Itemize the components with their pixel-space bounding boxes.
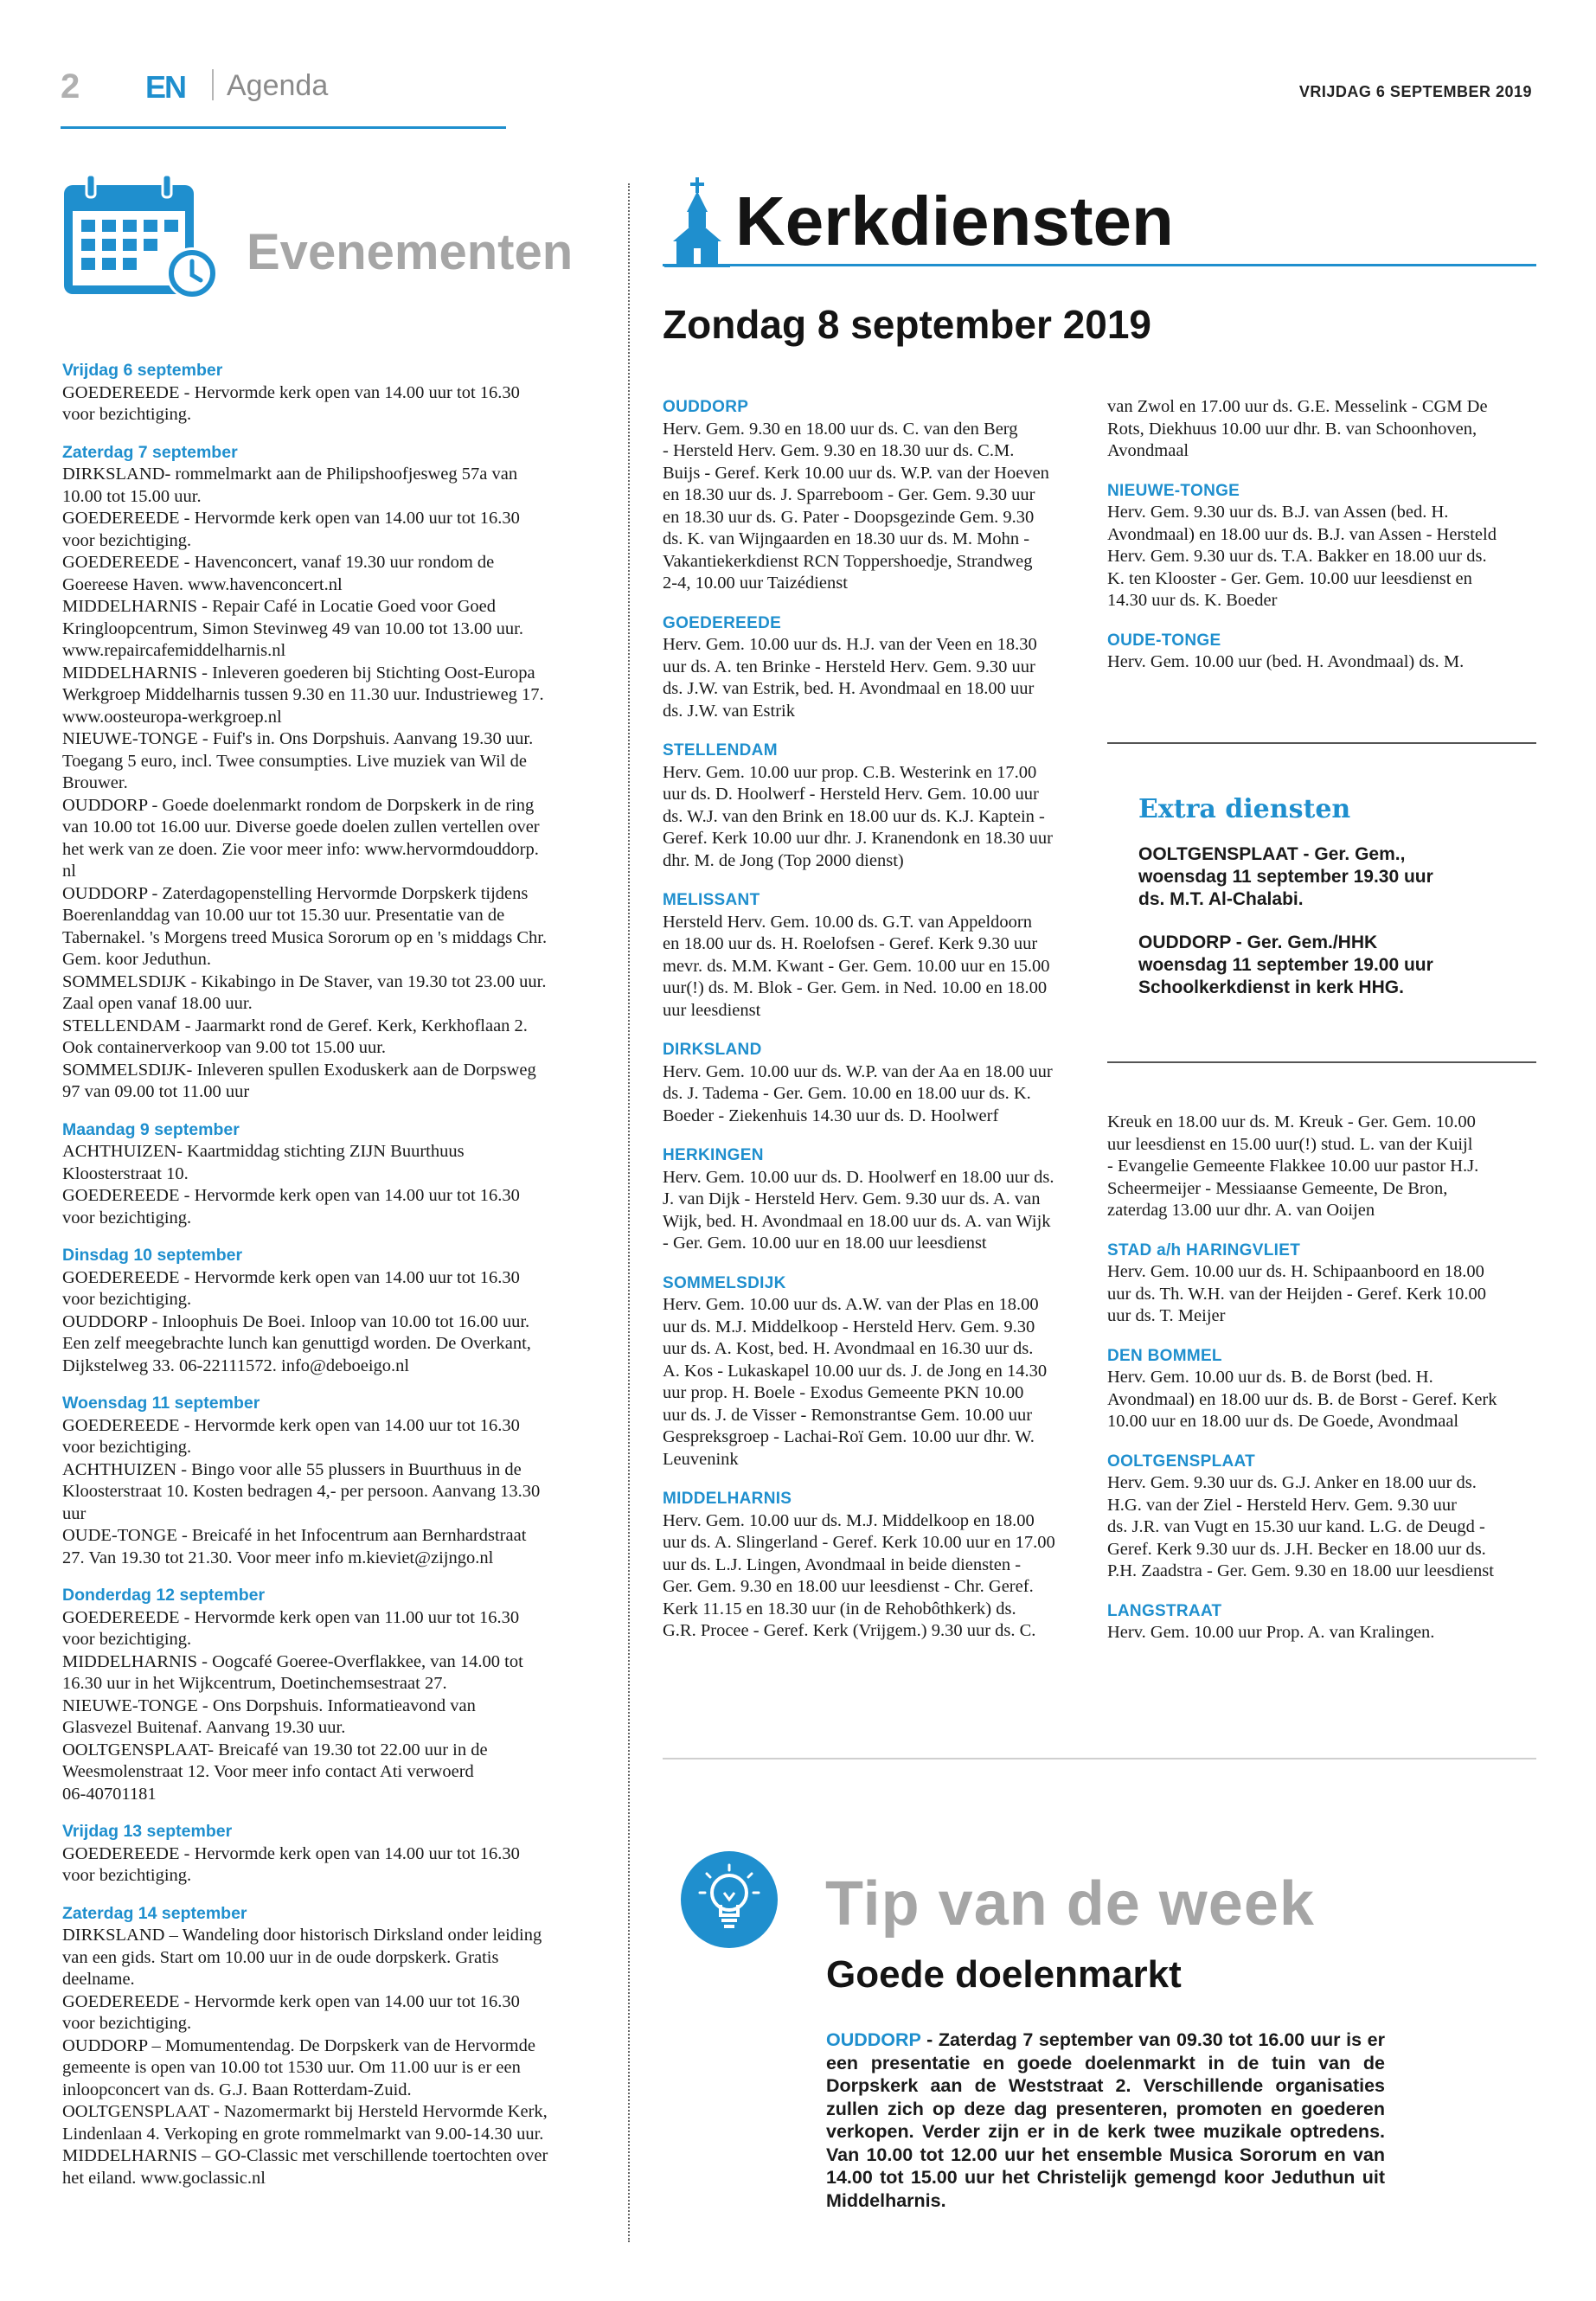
header-separator [212, 69, 214, 100]
extra-service-line: woensdag 11 september 19.30 uur [1138, 867, 1433, 887]
service-line: Herv. Gem. 10.00 uur ds. H.J. van der Veen en 18.30 [663, 635, 1037, 654]
event-line: OUDE-TONGE - Breicafé in het Infocentrum aan Bernhardstraat [62, 1526, 527, 1545]
event-line: MIDDELHARNIS - Repair Café in Locatie Goed voor Goed [62, 597, 496, 616]
service-line: K. ten Klooster - Ger. Gem. 10.00 uur leesdienst en [1107, 568, 1472, 588]
event-line: NIEUWE-TONGE - Ons Dorpshuis. Informatieavond van [62, 1695, 476, 1715]
event-day [62, 1821, 597, 1888]
extra-service [1138, 843, 1519, 911]
event-line: voor bezichtiging. [62, 1208, 192, 1227]
service-line: ds. J.W. van Estrik [663, 701, 795, 721]
event-line: voor bezichtiging. [62, 2014, 192, 2033]
service-line: Wijk, bed. H. Avondmaal en 18.00 uur ds. A. van Wijk [663, 1211, 1051, 1231]
event-line: uur [62, 1503, 87, 1523]
event-day [62, 1119, 597, 1230]
service-line: Kerk 11.15 en 18.30 uur (in de Rehobôthkerk) ds. [663, 1599, 1016, 1618]
service-line: Kreuk en 18.00 uur ds. M. Kreuk - Ger. Gem. 10.00 [1107, 1112, 1476, 1131]
event-line: gemeente is open van 10.00 tot 1530 uur. Om 11.00 uur is er een [62, 2058, 521, 2077]
service-line: H.G. van der Ziel - Hersteld Herv. Gem. 9.30 uur [1107, 1495, 1457, 1515]
event-line: GOEDEREEDE - Hervormde kerk open van 14.00 uur tot 16.30 [62, 1267, 520, 1287]
service-line: Rots, Diekhuus 10.00 uur dhr. B. van Schoonhoven, [1107, 419, 1477, 439]
service-line: Herv. Gem. 9.30 uur ds. B.J. van Assen (bed. H. [1107, 503, 1449, 522]
service-line: 14.30 uur ds. K. Boeder [1107, 591, 1278, 610]
tip-body [826, 2029, 1385, 2212]
service-line: Herv. Gem. 9.30 uur ds. G.J. Anker en 18.00 uur ds. [1107, 1473, 1477, 1492]
service-line: dhr. M. de Jong (Top 2000 dienst) [663, 850, 904, 870]
event-line: OUDDORP - Goede doelenmarkt rondom de Dorpskerk in de ring [62, 795, 535, 815]
event-line: OOLTGENSPLAAT- Breicafé van 19.30 tot 22.00 uur in de [62, 1740, 488, 1759]
event-line: 06-40701181 [62, 1784, 157, 1804]
event-line: www.oosteuropa-werkgroep.nl [62, 707, 282, 727]
service-block [663, 1272, 1086, 1471]
event-line: nl [62, 862, 76, 881]
service-line: uur ds. J. de Visser - Remonstrantse Gem. 10.00 uur [663, 1405, 1033, 1425]
service-line: en 18.30 uur ds. G. Pater - Doopsgezinde Gem. 9.30 [663, 507, 1035, 527]
service-line: - Ger. Gem. 10.00 uur en 18.00 uur leesdienst [663, 1234, 987, 1253]
event-line: Tabernakel. 's Morgens treed Musica Sororum op en 's middags Chr. [62, 927, 548, 947]
service-block [1107, 1345, 1531, 1433]
event-line: Kloosterstraat 10. Kosten bedragen 4,- per persoon. Aanvang 13.30 [62, 1482, 541, 1501]
service-line: uur ds. D. Hoolwerf - Hersteld Herv. Gem. 10.00 uur [663, 785, 1039, 804]
service-line: 2-4, 10.00 uur Taizédienst [663, 574, 848, 593]
event-line: Werkgroep Middelharnis tussen 9.30 en 11.30 uur. Industrieweg 17. [62, 685, 544, 704]
service-line: Gespreksgroep - Lachai-Roï Gem. 10.00 uur dhr. W. [663, 1427, 1035, 1446]
kerkdiensten-rule [663, 264, 1536, 266]
event-line: 27. Van 19.30 tot 21.30. Voor meer info m.kieviet@zijngo.nl [62, 1548, 494, 1567]
service-line: zaterdag 13.00 uur dhr. A. van Ooijen [1107, 1201, 1375, 1220]
event-line: OOLTGENSPLAAT - Nazomermarkt bij Hersteld Hervormde Kerk, [62, 2102, 548, 2121]
service-line: Boeder - Ziekenhuis 14.30 uur ds. D. Hoolwerf [663, 1106, 999, 1125]
service-line: J. van Dijk - Hersteld Herv. Gem. 9.30 uur ds. A. van [663, 1189, 1041, 1208]
service-line: uur leesdienst [663, 1000, 761, 1020]
event-day [62, 1245, 597, 1377]
extra-service [1138, 932, 1519, 999]
event-line: deelname. [62, 1970, 135, 1989]
event-day-date: Dinsdag 10 september [62, 1246, 243, 1265]
event-line: Goereese Haven. www.havenconcert.nl [62, 574, 343, 594]
service-block [663, 1039, 1086, 1127]
event-day [62, 1903, 597, 2190]
service-line: ds. K. van Wijngaarden en 18.30 uur ds. M. Mohn - [663, 529, 1030, 548]
event-line: SOMMELSDIJK- Inleveren spullen Exoduskerk aan de Dorpsweg [62, 1060, 536, 1080]
rule-extra-bottom [1107, 1061, 1536, 1063]
calendar-icon [61, 173, 221, 307]
service-place: NIEUWE-TONGE [1107, 481, 1240, 500]
event-line: www.repaircafemiddelharnis.nl [62, 641, 286, 660]
service-place: STAD a/h HARINGVLIET [1107, 1240, 1301, 1259]
event-line: het werk van ze doen. Zie voor meer info: www.hervormdouddorp. [62, 839, 539, 859]
event-line: voor bezichtiging. [62, 405, 192, 424]
kerkdiensten-title: Kerkdiensten [735, 183, 1174, 260]
newspaper-logo: EN [145, 69, 186, 105]
service-line: Herv. Gem. 10.00 uur ds. M.J. Middelkoop en 18.00 [663, 1510, 1035, 1530]
event-line: OUDDORP - Zaterdagopenstelling Hervormde Dorpskerk tijdens [62, 883, 529, 903]
service-line: Herv. Gem. 10.00 uur (bed. H. Avondmaal) ds. M. [1107, 652, 1465, 671]
service-line: Herv. Gem. 10.00 uur ds. A.W. van der Plas en 18.00 [663, 1295, 1039, 1314]
service-line: Vakantiekerkdienst RCN Toppershoedje, Strandweg [663, 551, 1033, 571]
event-line: inloopconcert van ds. G.J. Baan Rotterdam-Zuid. [62, 2080, 412, 2099]
service-block [1107, 1240, 1531, 1328]
extra-service-line: ds. M.T. Al-Chalabi. [1138, 889, 1304, 909]
service-line: uur ds. M.J. Middelkoop - Hersteld Herv. Gem. 9.30 [663, 1317, 1035, 1336]
service-place: LANGSTRAAT [1107, 1601, 1222, 1620]
event-line: DIRKSLAND – Wandeling door historisch Dirksland onder leiding [62, 1926, 542, 1945]
tip-place: OUDDORP [826, 2029, 921, 2050]
tip-subtitle: Goede doelenmarkt [826, 1953, 1182, 1996]
service-line: - Evangelie Gemeente Flakkee 10.00 uur pastor H.J. [1107, 1157, 1479, 1176]
event-day-date: Vrijdag 6 september [62, 361, 223, 380]
event-day-date: Zaterdag 7 september [62, 442, 238, 462]
extra-service-line: OOLTGENSPLAAT - Ger. Gem., [1138, 844, 1406, 864]
event-line: MIDDELHARNIS – GO-Classic met verschillende toertochten over [62, 2146, 548, 2165]
event-line: 10.00 tot 15.00 uur. [62, 486, 202, 506]
service-line: G.R. Procee - Geref. Kerk (Vrijgem.) 9.30 uur ds. C. [663, 1621, 1036, 1640]
event-line: GOEDEREEDE - Hervormde kerk open van 14.00 uur tot 16.30 [62, 1186, 520, 1205]
service-place: MIDDELHARNIS [663, 1490, 792, 1508]
event-line: Dijkstelweg 33. 06-22111572. info@deboeigo.nl [62, 1356, 410, 1375]
service-block [1107, 1451, 1531, 1583]
service-place: HERKINGEN [663, 1146, 764, 1164]
event-line: GOEDEREEDE - Hervormde kerk open van 14.00 uur tot 16.30 [62, 1991, 520, 2011]
service-block [1107, 1112, 1531, 1222]
event-day-date: Donderdag 12 september [62, 1586, 266, 1605]
service-line: ds. J. Tadema - Ger. Gem. 10.00 en 18.00 uur ds. K. [663, 1084, 1031, 1103]
service-line: uur ds. Th. W.H. van der Heijden - Geref. Kerk 10.00 [1107, 1284, 1486, 1304]
issue-date: VRIJDAG 6 SEPTEMBER 2019 [1298, 83, 1532, 100]
service-line: Herv. Gem. 9.30 uur ds. T.A. Bakker en 18.00 uur ds. [1107, 547, 1487, 566]
extra-diensten-list [1138, 843, 1519, 1020]
service-line: Herv. Gem. 10.00 uur prop. C.B. Westerink en 17.00 [663, 762, 1037, 782]
service-place: SOMMELSDIJK [663, 1273, 786, 1292]
event-line: GOEDEREEDE - Hervormde kerk open van 14.00 uur tot 16.30 [62, 509, 520, 528]
service-place: OUDDORP [663, 398, 749, 416]
services-column-2 [1107, 396, 1531, 691]
event-line: van een gids. Start om 10.00 uur in de oude dorpskerk. Gratis [62, 1947, 499, 1967]
event-line: OUDDORP - Inloophuis De Boei. Inloop van 10.00 tot 16.00 uur. [62, 1311, 530, 1331]
event-line: GOEDEREEDE - Hervormde kerk open van 14.00 uur tot 16.30 [62, 382, 520, 402]
event-line: GOEDEREEDE - Havenconcert, vanaf 19.30 uur rondom de [62, 553, 495, 572]
event-line: 97 van 09.00 tot 11.00 uur [62, 1082, 250, 1101]
event-day-date: Zaterdag 14 september [62, 1903, 247, 1923]
service-line: A. Kos - Lukaskapel 10.00 uur ds. J. de Jong en 14.30 [663, 1361, 1048, 1381]
service-line: Herv. Gem. 10.00 uur Prop. A. van Kralingen. [1107, 1623, 1435, 1642]
extra-service-line: woensdag 11 september 19.00 uur [1138, 955, 1433, 975]
section-name: Agenda [227, 69, 329, 102]
event-line: DIRKSLAND- rommelmarkt aan de Philipshoofjesweg 57a van [62, 465, 518, 484]
service-block [1107, 396, 1531, 463]
event-line: voor bezichtiging. [62, 1630, 192, 1649]
service-line: uur ds. A. Slingerland - Geref. Kerk 10.00 uur en 17.00 [663, 1533, 1055, 1552]
service-line: 10.00 uur en 18.00 uur ds. De Goede, Avondmaal [1107, 1412, 1459, 1431]
event-line: Brouwer. [62, 773, 128, 792]
event-line: het eiland. www.goclassic.nl [62, 2168, 266, 2188]
event-day [62, 1585, 597, 1805]
event-line: voor bezichtiging. [62, 1438, 192, 1457]
events-list [62, 360, 597, 2189]
service-line: Avondmaal) en 18.00 uur ds. B.J. van Assen - Hersteld [1107, 524, 1497, 544]
service-line: en 18.30 uur ds. J. Sparreboom - Ger. Gem. 9.30 uur [663, 485, 1035, 504]
church-icon [664, 177, 730, 272]
service-line: Buijs - Geref. Kerk 10.00 uur ds. W.P. van der Hoeven [663, 463, 1049, 483]
event-line: ACHTHUIZEN - Bingo voor alle 55 plussers in Buurthuus in de [62, 1459, 522, 1479]
service-place: DEN BOMMEL [1107, 1346, 1222, 1365]
service-line: Geref. Kerk 10.00 uur dhr. J. Kranendonk en 18.30 uur [663, 829, 1053, 848]
service-line: uur ds. T. Meijer [1107, 1306, 1226, 1325]
service-line: Herv. Gem. 10.00 uur ds. W.P. van der Aa en 18.00 uur [663, 1061, 1053, 1081]
event-day-date: Woensdag 11 september [62, 1394, 260, 1413]
services-column-1 [663, 396, 1086, 1660]
event-line: Lindenlaan 4. Verkoping en grote rommelmarkt van 9.00-14.30 uur. [62, 2124, 544, 2144]
service-line: Herv. Gem. 10.00 uur ds. D. Hoolwerf en 18.00 uur ds. [663, 1167, 1054, 1187]
service-line: P.H. Zaadstra - Ger. Gem. 9.30 en 18.00 uur leesdienst [1107, 1561, 1494, 1580]
event-line: SOMMELSDIJK - Kikabingo in De Staver, van 19.30 tot 23.00 uur. [62, 971, 547, 991]
service-block [663, 396, 1086, 595]
service-block [663, 612, 1086, 723]
event-line: Zaal open vanaf 18.00 uur. [62, 994, 253, 1013]
event-line: STELLENDAM - Jaarmarkt rond de Geref. Kerk, Kerkhoflaan 2. [62, 1016, 528, 1035]
service-line: uur leesdienst en 15.00 uur(!) stud. L. van der Kuijl [1107, 1134, 1473, 1154]
service-line: van Zwol en 17.00 uur ds. G.E. Messelink - CGM De [1107, 397, 1488, 416]
extra-service-line: OUDDORP - Ger. Gem./HHK [1138, 933, 1378, 952]
rule-extra-top [1107, 742, 1536, 744]
event-line: OUDDORP – Momumentendag. De Dorpskerk van de Hervormde [62, 2035, 535, 2055]
header-rule [61, 126, 506, 129]
event-line: Boerenlanddag van 10.00 uur tot 15.30 uur. Presentatie van de [62, 906, 505, 925]
event-line: GOEDEREEDE - Hervormde kerk open van 14.00 uur tot 16.30 [62, 1843, 520, 1863]
tip-text: - Zaterdag 7 september van 09.30 tot 16.00 uur is er een presentatie en goede doelenmarkt in de tuin van de Dorpskerk aan de Weststraat 2. Verschillende organisaties zullen zich op deze dag presenteren, promoten en goederen verkopen. Verder zijn er in de kerk twee muzikale optredens. Van 10.00 tot 12.00 uur het ensemble Musica Sororum en van 14.00 tot 15.00 uur het Christelijk gemengd koor Jeduthun uit Middelharnis. [826, 2029, 1385, 2211]
event-line: van 10.00 tot 16.00 uur. Diverse goede doelen zullen vertellen over [62, 817, 540, 836]
service-block [663, 1144, 1086, 1255]
service-line: Herv. Gem. 9.30 en 18.00 uur ds. C. van den Berg [663, 419, 1018, 439]
service-line: en 18.00 uur ds. H. Roelofsen - Geref. Kerk 9.30 uur [663, 934, 1038, 953]
service-line: uur ds. A. Kost, bed. H. Avondmaal en 16.30 uur ds. [663, 1339, 1034, 1358]
service-line: Avondmaal [1107, 441, 1189, 460]
page-number: 2 [61, 67, 80, 106]
service-line: Herv. Gem. 10.00 uur ds. B. de Borst (bed. H. [1107, 1368, 1433, 1387]
service-place: MELISSANT [663, 891, 760, 909]
event-line: MIDDELHARNIS - Inleveren goederen bij Stichting Oost-Europa [62, 663, 535, 683]
extra-service-line: Schoolkerkdienst in kerk HHG. [1138, 977, 1404, 997]
event-day [62, 1393, 597, 1569]
event-line: Glasvezel Buitenaf. Aanvang 19.30 uur. [62, 1718, 346, 1737]
service-block [663, 740, 1086, 872]
tip-title: Tip van de week [825, 1869, 1315, 1939]
service-line: uur ds. A. ten Brinke - Hersteld Herv. Gem. 9.30 uur [663, 657, 1035, 676]
service-block [663, 889, 1086, 1022]
service-line: mevr. ds. M.M. Kwant - Ger. Gem. 10.00 uur en 15.00 [663, 956, 1050, 976]
lightbulb-icon [681, 1851, 778, 1948]
event-line: NIEUWE-TONGE - Fuif's in. Ons Dorpshuis. Aanvang 19.30 uur. [62, 729, 534, 748]
service-line: ds. J.R. van Vugt en 15.30 uur kand. L.G. de Deugd - [1107, 1517, 1485, 1536]
kerkdiensten-date: Zondag 8 september 2019 [663, 302, 1151, 347]
service-place: OUDE-TONGE [1107, 631, 1221, 650]
service-line: ds. W.J. van den Brink en 18.00 uur ds. K.J. Kaptein - [663, 806, 1045, 826]
service-block [1107, 480, 1531, 612]
service-line: uur(!) ds. M. Blok - Ger. Gem. in Ned. 10.00 en 18.00 [663, 978, 1048, 997]
event-line: 16.30 uur in het Wijkcentrum, Doetinchemsestraat 27. [62, 1674, 447, 1693]
services-column-3 [1107, 1112, 1531, 1662]
service-line: Scheermeijer - Messiaanse Gemeente, De Bron, [1107, 1178, 1448, 1198]
service-block [1107, 1600, 1531, 1644]
event-line: ACHTHUIZEN- Kaartmiddag stichting ZIJN Buurthuus [62, 1142, 465, 1161]
event-day [62, 442, 597, 1104]
column-divider [628, 183, 630, 2242]
event-line: Kloosterstraat 10. [62, 1163, 189, 1183]
service-line: Hersteld Herv. Gem. 10.00 ds. G.T. van Appeldoorn [663, 912, 1032, 932]
service-line: uur prop. H. Boele - Exodus Gemeente PKN 10.00 [663, 1383, 1024, 1402]
event-line: GOEDEREEDE - Hervormde kerk open van 11.00 uur tot 16.30 [62, 1607, 520, 1627]
service-line: Geref. Kerk 9.30 uur ds. J.H. Becker en 18.00 uur ds. [1107, 1539, 1486, 1559]
evenementen-title: Evenementen [247, 224, 574, 280]
extra-diensten-title: Extra diensten [1138, 794, 1351, 824]
service-place: STELLENDAM [663, 741, 778, 760]
event-day-date: Maandag 9 september [62, 1119, 240, 1139]
service-block [1107, 630, 1531, 674]
event-line: Toegang 5 euro, incl. Twee consumpties. Live muziek van Wil de [62, 751, 527, 771]
service-place: GOEDEREEDE [663, 613, 782, 632]
event-line: voor bezichtiging. [62, 1866, 192, 1885]
service-block [663, 1488, 1086, 1643]
service-place: OOLTGENSPLAAT [1107, 1452, 1256, 1471]
event-day-date: Vrijdag 13 september [62, 1822, 233, 1841]
service-line: Ger. Gem. 9.30 en 18.00 uur leesdienst - Chr. Geref. [663, 1577, 1034, 1596]
event-line: Een zelf meegebrachte lunch kan genuttigd worden. De Overkant, [62, 1334, 531, 1353]
event-line: Kringloopcentrum, Simon Stevinweg 49 van 10.00 tot 13.00 uur. [62, 619, 523, 638]
event-line: Weesmolenstraat 12. Voor meer info contact Ati verwoerd [62, 1762, 474, 1781]
service-line: Herv. Gem. 10.00 uur ds. H. Schipaanboord en 18.00 [1107, 1262, 1484, 1281]
service-line: ds. J.W. van Estrik, bed. H. Avondmaal en 18.00 uur [663, 679, 1035, 698]
service-line: Leuvenink [663, 1449, 739, 1469]
rule-tip-top [663, 1758, 1536, 1759]
event-line: voor bezichtiging. [62, 1290, 192, 1309]
event-line: GOEDEREEDE - Hervormde kerk open van 14.00 uur tot 16.30 [62, 1415, 520, 1435]
service-place: DIRKSLAND [663, 1041, 762, 1059]
event-line: voor bezichtiging. [62, 530, 192, 550]
event-line: Ook containerverkoop van 9.00 tot 15.00 uur. [62, 1038, 387, 1057]
event-day [62, 360, 597, 426]
service-line: Avondmaal) en 18.00 uur ds. B. de Borst - Geref. Kerk [1107, 1389, 1497, 1409]
service-line: - Hersteld Herv. Gem. 9.30 en 18.30 uur ds. C.M. [663, 441, 1015, 460]
event-line: Gem. koor Jeduthun. [62, 950, 211, 969]
event-line: MIDDELHARNIS - Oogcafé Goeree-Overflakkee, van 14.00 tot [62, 1651, 523, 1671]
service-line: uur ds. L.J. Lingen, Avondmaal in beide diensten - [663, 1554, 1022, 1574]
